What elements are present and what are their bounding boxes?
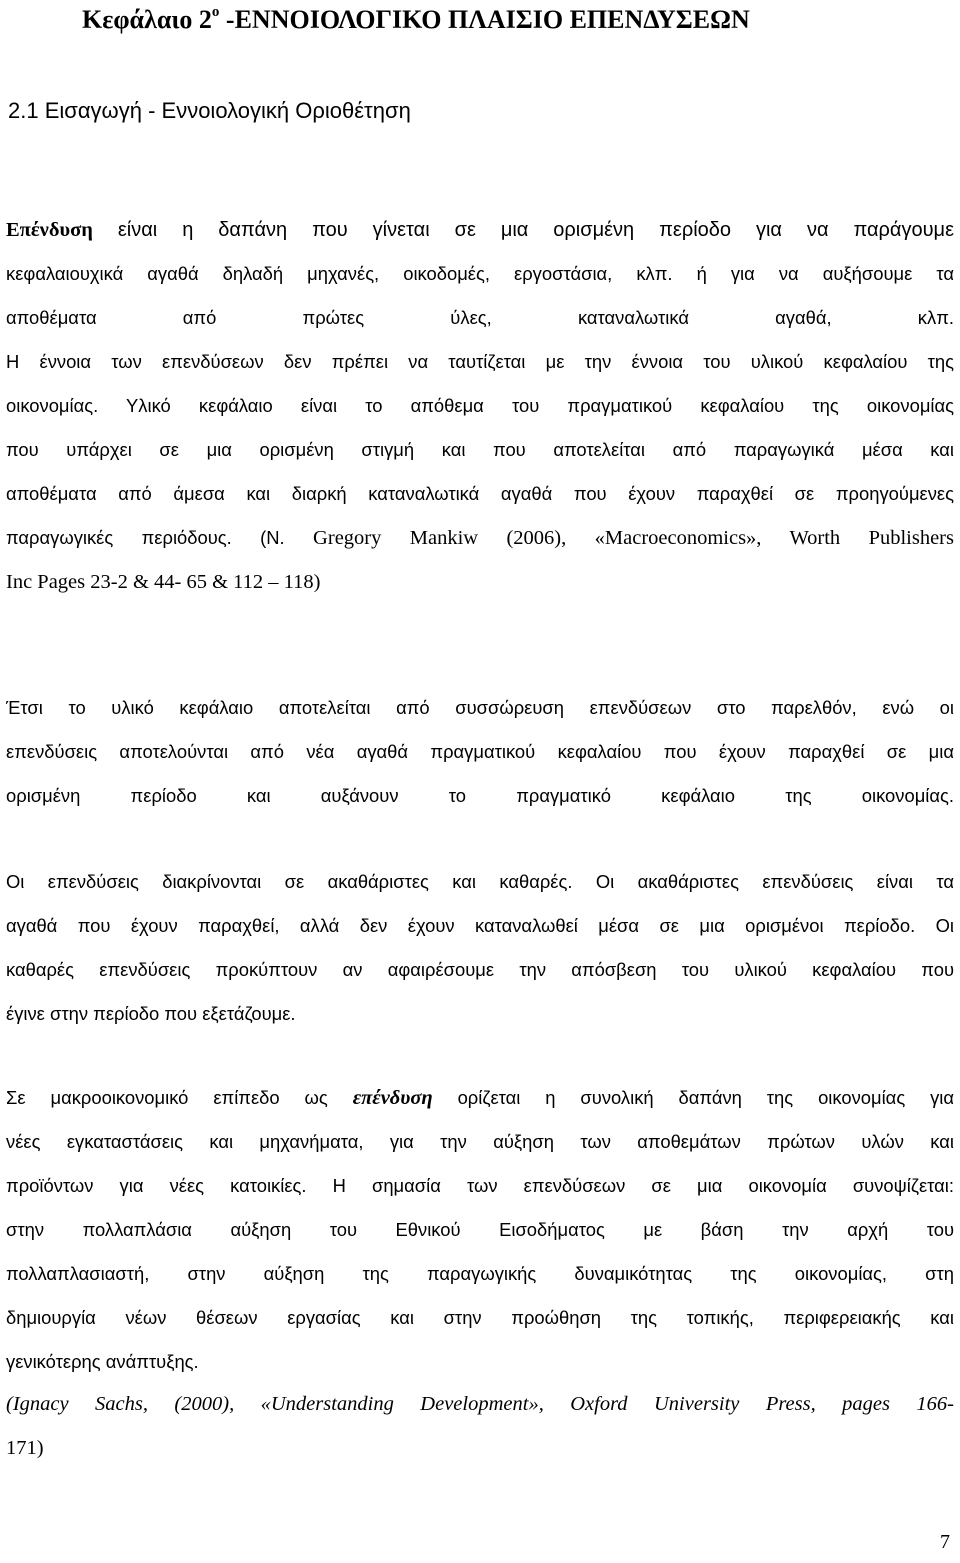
text-line: νέες εγκαταστάσεις και μηχανήματα, για την αύξηση των αποθεμάτων πρώτων υλών και xyxy=(6,1131,954,1152)
text-line: γενικότερης ανάπτυξης. xyxy=(6,1351,199,1372)
text-line: έγινε στην περίοδο που εξετάζουμε. xyxy=(6,1003,296,1024)
text-line: καθαρές επενδύσεις προκύπτουν αν αφαιρέσουμε την απόσβεση του υλικού κεφαλαίου που xyxy=(6,959,954,980)
text-line: επενδύσεις αποτελούνται από νέα αγαθά πραγματικού κεφαλαίου που έχουν παραχθεί σε μια xyxy=(6,741,954,762)
text-line: ορισμένη περίοδο και αυξάνουν το πραγματικό κεφάλαιο της οικονομίας. xyxy=(6,785,954,806)
text-line: προϊόντων για νέες κατοικίες. Η σημασία των επενδύσεων σε μια οικονομία συνοψίζεται: xyxy=(6,1175,954,1196)
text-line: πολλαπλασιαστή, στην αύξηση της παραγωγικής δυναμικότητας της οικονομίας, στη xyxy=(6,1263,954,1284)
paragraph-investment-definition xyxy=(6,208,954,604)
text-line: που υπάρχει σε μια ορισμένη στιγμή και που αποτελείται από παραγωγικά μέσα και xyxy=(6,439,954,460)
text-line: αγαθά που έχουν παραχθεί, αλλά δεν έχουν καταναλωθεί μέσα σε μια ορισμένοι περίοδο. Οι xyxy=(6,915,954,936)
text-line: Η έννοια των επενδύσεων δεν πρέπει να ταυτίζεται με την έννοια του υλικού κεφαλαίου της xyxy=(6,351,954,372)
chapter-title-prefix: Κεφάλαιο 2 xyxy=(82,5,212,34)
chapter-ordinal-superscript: ο xyxy=(211,4,220,20)
chapter-title xyxy=(82,2,750,38)
text-line: Έτσι το υλικό κεφάλαιο αποτελείται από συσσώρευση επενδύσεων στο παρελθόν, ενώ οι xyxy=(6,697,954,718)
text-line: Επένδυση είναι η δαπάνη που γίνεται σε μια ορισμένη περίοδο για να παράγουμε xyxy=(6,219,954,241)
paragraph-macroeconomic-investment xyxy=(6,1076,954,1384)
citation-line: 171) xyxy=(6,1437,44,1459)
document-page xyxy=(6,0,954,1563)
chapter-title-rest: -ΕΝΝΟΙΟΛΟΓΙΚΟ ΠΛΑΙΣΙΟ ΕΠΕΝΔΥΣΕΩΝ xyxy=(219,5,750,34)
text-line: Σε μακροοικονομικό επίπεδο ως επένδυση ορίζεται η συνολική δαπάνη της οικονομίας για xyxy=(6,1087,955,1109)
paragraph-capital-accumulation xyxy=(6,686,954,818)
term-investment-emphasis: επένδυση xyxy=(352,1087,433,1109)
paragraph-gross-net-investment xyxy=(6,860,954,1036)
text-line: αποθέματα από πρώτες ύλες, καταναλωτικά αγαθά, κλπ. xyxy=(6,307,954,328)
text-line: αποθέματα από άμεσα και διαρκή καταναλωτικά αγαθά που έχουν παραχθεί σε προηγούμενες xyxy=(6,483,954,504)
page-number: 7 xyxy=(940,1531,950,1553)
text-line: Οι επενδύσεις διακρίνονται σε ακαθάριστες και καθαρές. Οι ακαθάριστες επενδύσεις είναι τα xyxy=(6,871,954,892)
citation-line: (Ignacy Sachs, (2000), «Understanding Development», Oxford University Press, pages 166- xyxy=(6,1393,954,1415)
text-line: δημιουργία νέων θέσεων εργασίας και στην προώθηση της τοπικής, περιφερειακής και xyxy=(6,1307,954,1328)
text-line: παραγωγικές περιόδους. (N. Gregory Mankiw (2006), «Macroeconomics», Worth Publishers xyxy=(6,527,954,549)
section-title: 2.1 Εισαγωγή - Εννοιολογική Οριοθέτηση xyxy=(8,98,411,123)
text-line: στην πολλαπλάσια αύξηση του Εθνικού Εισοδήματος με βάση την αρχή του xyxy=(6,1219,954,1240)
text-line-reference: Inc Pages 23-2 & 44- 65 & 112 – 118) xyxy=(6,571,321,593)
citation-reference xyxy=(6,1382,954,1470)
term-investment: Επένδυση xyxy=(6,219,93,241)
text-line: οικονομίας. Υλικό κεφάλαιο είναι το απόθεμα του πραγματικού κεφαλαίου της οικονομίας xyxy=(6,395,954,416)
text-line: κεφαλαιουχικά αγαθά δηλαδή μηχανές, οικοδομές, εργοστάσια, κλπ. ή για να αυξήσουμε τα xyxy=(6,263,954,284)
